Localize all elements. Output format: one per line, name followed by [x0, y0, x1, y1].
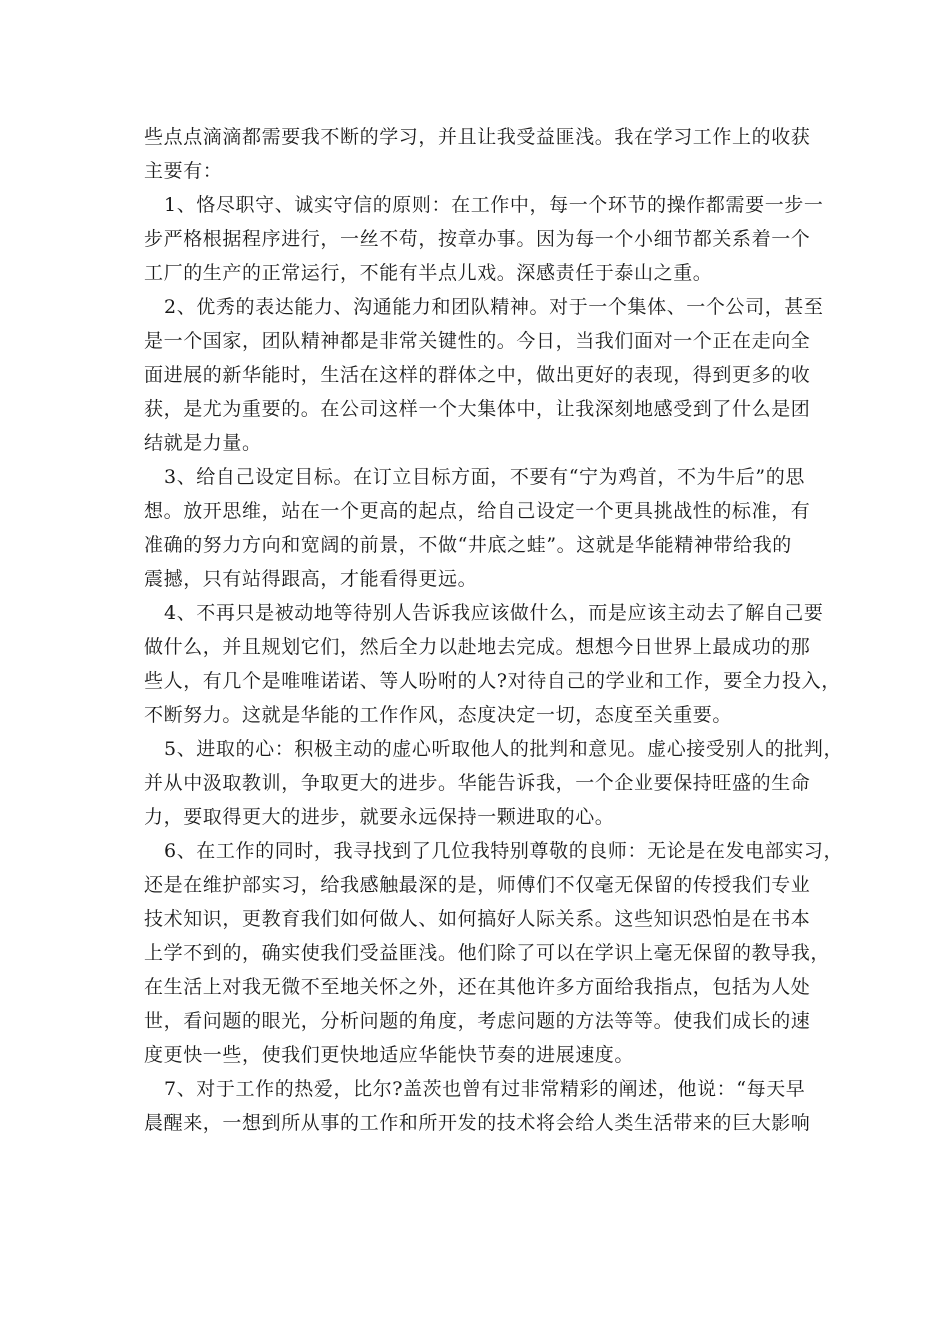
paragraph-start-line: 4、不再只是被动地等待别人告诉我应该做什么，而是应该主动去了解自己要 [164, 602, 824, 624]
text-line: 工厂的生产的正常运行，不能有半点儿戏。深感责任于泰山之重。 [144, 262, 713, 284]
text-line: 世，看问题的眼光，分析问题的角度，考虑问题的方法等等。使我们成长的速 [144, 1010, 811, 1032]
text-line: 准确的努力方向和宽阔的前景，不做“井底之蛙”。这就是华能精神带给我的 [144, 534, 792, 556]
text-line: 震撼，只有站得跟高，才能看得更远。 [144, 568, 478, 590]
paragraph-start-line: 7、对于工作的热爱，比尔?盖茨也曾有过非常精彩的阐述，他说：“每天早 [164, 1078, 806, 1100]
text-line: 获，是尤为重要的。在公司这样一个大集体中，让我深刻地感受到了什么是团 [144, 398, 811, 420]
text-line: 是一个国家，团队精神都是非常关键性的。今日，当我们面对一个正在走向全 [144, 330, 811, 352]
text-line: 做什么，并且规划它们，然后全力以赴地去完成。想想今日世界上最成功的那 [144, 636, 811, 658]
text-line: 面进展的新华能时，生活在这样的群体之中，做出更好的表现，得到更多的收 [144, 364, 811, 386]
text-line: 步严格根据程序进行，一丝不苟，按章办事。因为每一个小细节都关系着一个 [144, 228, 811, 250]
paragraph-start-line: 6、在工作的同时，我寻找到了几位我特别尊敬的良师：无论是在发电部实习， [164, 840, 844, 862]
text-line: 结就是力量。 [144, 432, 262, 454]
text-line: 并从中汲取教训，争取更大的进步。华能告诉我，一个企业要保持旺盛的生命 [144, 772, 811, 794]
text-line: 技术知识，更教育我们如何做人、如何搞好人际关系。这些知识恐怕是在书本 [144, 908, 811, 930]
text-line: 不断努力。这就是华能的工作作风，态度决定一切，态度至关重要。 [144, 704, 733, 726]
text-line: 些人，有几个是唯唯诺诺、等人吩咐的人?对待自己的学业和工作，要全力投入， [144, 670, 841, 692]
text-line: 些点点滴滴都需要我不断的学习，并且让我受益匪浅。我在学习工作上的收获 [144, 126, 811, 148]
paragraph-start-line: 1、恪尽职守、诚实守信的原则：在工作中，每一个环节的操作都需要一步一 [164, 194, 824, 216]
text-line: 度更快一些，使我们更快地适应华能快节奏的进展速度。 [144, 1044, 635, 1066]
text-line: 晨醒来，一想到所从事的工作和所开发的技术将会给人类生活带来的巨大影响 [144, 1112, 811, 1134]
text-line: 还是在维护部实习，给我感触最深的是，师傅们不仅毫无保留的传授我们专业 [144, 874, 811, 896]
paragraph-start-line: 5、进取的心：积极主动的虚心听取他人的批判和意见。虚心接受别人的批判， [164, 738, 844, 760]
text-line: 上学不到的，确实使我们受益匪浅。他们除了可以在学识上毫无保留的教导我， [144, 942, 831, 964]
paragraph-start-line: 2、优秀的表达能力、沟通能力和团队精神。对于一个集体、一个公司，甚至 [164, 296, 824, 318]
text-line: 想。放开思维，站在一个更高的起点，给自己设定一个更具挑战性的标准，有 [144, 500, 811, 522]
text-line: 力，要取得更大的进步，就要永远保持一颗进取的心。 [144, 806, 615, 828]
document-body [144, 120, 844, 1140]
text-line: 在生活上对我无微不至地关怀之外，还在其他许多方面给我指点，包括为人处 [144, 976, 811, 998]
text-line: 主要有： [144, 160, 223, 182]
paragraph-start-line: 3、给自己设定目标。在订立目标方面，不要有“宁为鸡首，不为牛后”的思 [164, 466, 805, 488]
